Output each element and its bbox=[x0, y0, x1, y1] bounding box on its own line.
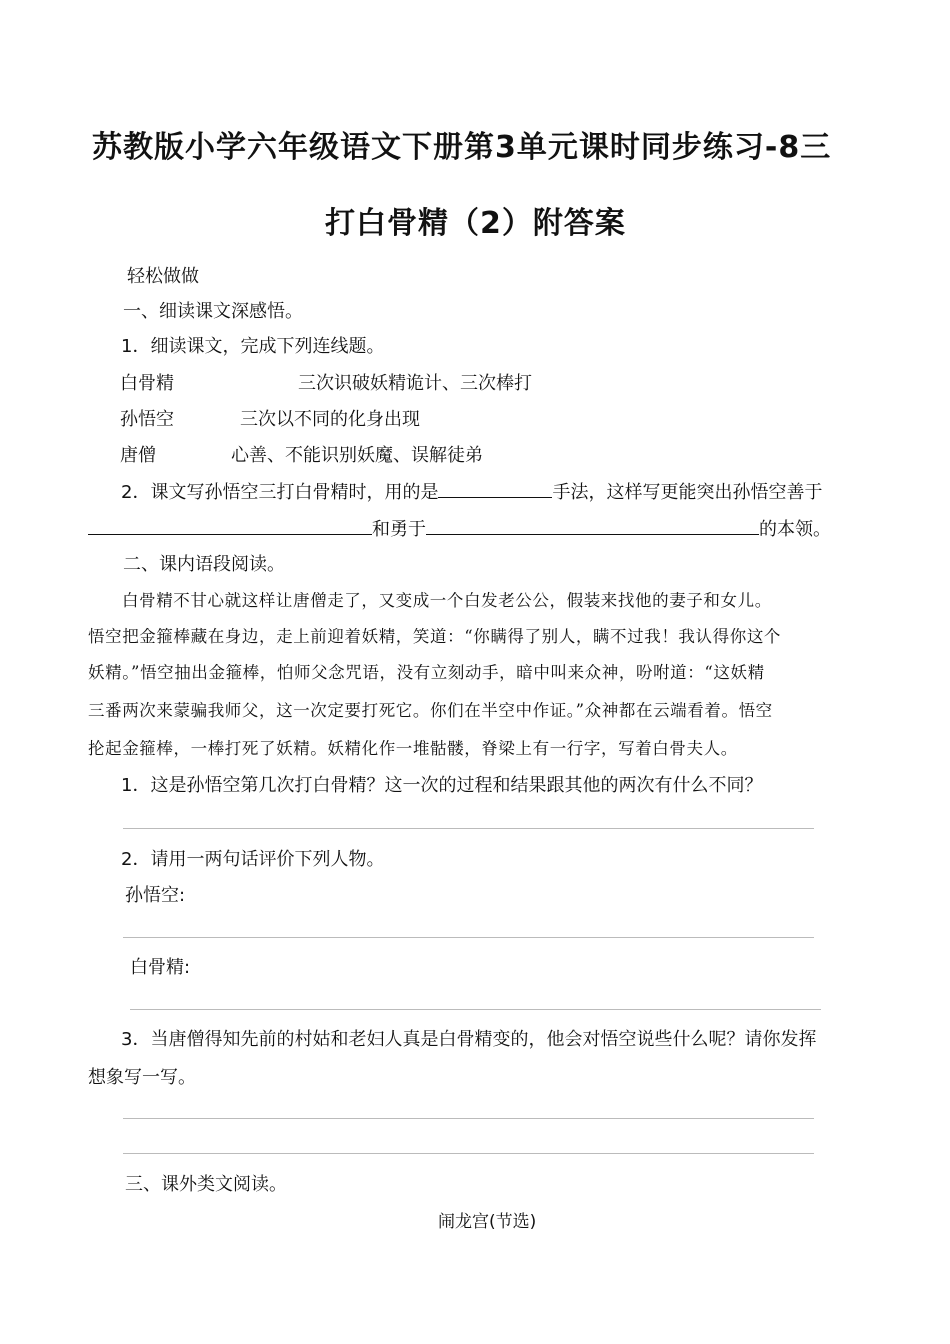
match-left-item: 孙悟空 bbox=[120, 409, 174, 430]
answer-blank[interactable] bbox=[426, 514, 759, 535]
match-right-item: 三次以不同的化身出现 bbox=[240, 409, 420, 430]
section-1-question-2 bbox=[121, 477, 822, 504]
section-3-heading: 三、课外类文阅读。 bbox=[125, 1174, 287, 1195]
passage-line: 妖精。”悟空抽出金箍棒，怕师父念咒语，没有立刻动手，暗中叫来众神，吩咐道：“这妖精 bbox=[88, 663, 765, 682]
passage-line: 三番两次来蒙骗我师父，这一次定要打死它。你们在半空中作证。”众神都在云端看着。悟空 bbox=[88, 701, 773, 720]
section-2-question-3: 3．当唐僧得知先前的村姑和老妇人真是白骨精变的，他会对悟空说些什么呢？请你发挥 bbox=[121, 1029, 817, 1050]
section-1-question-1: 1．细读课文，完成下列连线题。 bbox=[121, 336, 385, 357]
character-label-baigujing: 白骨精: bbox=[130, 957, 191, 978]
match-left-item: 唐僧 bbox=[120, 445, 156, 466]
section-1-question-2-cont bbox=[88, 514, 831, 541]
answer-line[interactable] bbox=[123, 828, 814, 829]
match-right-item: 心善、不能识别妖魔、误解徒弟 bbox=[231, 445, 483, 466]
passage-line: 悟空把金箍棒藏在身边，走上前迎着妖精，笑道：“你瞒得了别人，瞒不过我！我认得你这个 bbox=[88, 627, 782, 646]
q2-text-d: 的本领。 bbox=[759, 519, 831, 540]
page-title-line-2: 打白骨精（2）附答案 bbox=[325, 206, 626, 241]
section-3-subtitle: 闹龙宫(节选) bbox=[438, 1212, 537, 1232]
answer-blank[interactable] bbox=[88, 514, 372, 535]
page-title-line-1: 苏教版小学六年级语文下册第3单元课时同步练习-8三 bbox=[92, 130, 832, 165]
answer-line[interactable] bbox=[123, 1153, 814, 1154]
q2-text-c: 和勇于 bbox=[372, 519, 426, 540]
section-2-question-1: 1．这是孙悟空第几次打白骨精？这一次的过程和结果跟其他的两次有什么不同？ bbox=[121, 775, 763, 796]
section-2-question-3-cont: 想象写一写。 bbox=[88, 1067, 196, 1088]
match-left-item: 白骨精 bbox=[120, 373, 174, 394]
section-2-heading: 二、课内语段阅读。 bbox=[123, 554, 285, 575]
answer-line[interactable] bbox=[123, 1118, 814, 1119]
match-right-item: 三次识破妖精诡计、三次棒打 bbox=[298, 373, 532, 394]
character-label-sun-wukong: 孙悟空: bbox=[125, 885, 186, 906]
answer-line[interactable] bbox=[123, 937, 814, 938]
section-2-question-2: 2．请用一两句话评价下列人物。 bbox=[121, 849, 385, 870]
passage-line: 白骨精不甘心就这样让唐僧走了，又变成一个白发老公公，假装来找他的妻子和女儿。 bbox=[122, 591, 772, 610]
section-1-heading: 一、细读课文深感悟。 bbox=[123, 301, 303, 322]
q2-text-a: 2．课文写孙悟空三打白骨精时，用的是 bbox=[121, 482, 439, 503]
answer-blank[interactable] bbox=[438, 477, 552, 498]
answer-line[interactable] bbox=[130, 1009, 821, 1010]
passage-line: 抡起金箍棒，一棒打死了妖精。妖精化作一堆骷髅，脊梁上有一行字，写着白骨夫人。 bbox=[88, 739, 738, 758]
intro-label: 轻松做做 bbox=[127, 266, 199, 287]
q2-text-b: 手法，这样写更能突出孙悟空善于 bbox=[552, 482, 823, 503]
